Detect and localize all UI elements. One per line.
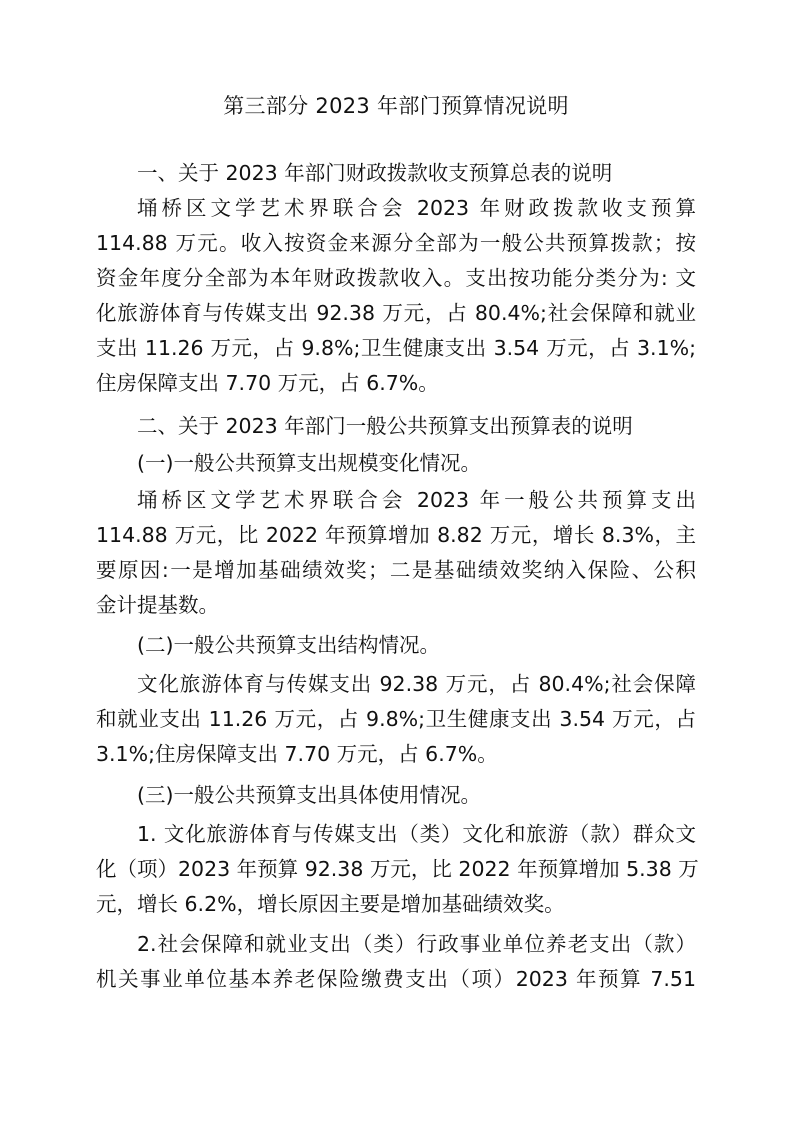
paragraph-line: 114.88 万元，比 2022 年预算增加 8.82 万元，增长 8.3%，主 [96, 523, 696, 547]
subsection-heading-3: (三)一般公共预算支出具体使用情况。 [137, 783, 481, 807]
paragraph-line: 埇桥区文学艺术界联合会 2023 年一般公共预算支出 [137, 488, 696, 512]
paragraph-line: 化（项）2023 年预算 92.38 万元，比 2022 年预算增加 5.38 万 [96, 857, 699, 881]
subsection-heading-2: (二)一般公共预算支出结构情况。 [137, 633, 440, 657]
paragraph-line: 元，增长 6.2%，增长原因主要是增加基础绩效奖。 [96, 892, 565, 916]
subsection-heading-1: (一)一般公共预算支出规模变化情况。 [137, 451, 481, 475]
section-heading-2: 二、关于 2023 年部门一般公共预算支出预算表的说明 [137, 414, 633, 438]
paragraph-line: 支出 11.26 万元，占 9.8%;卫生健康支出 3.54 万元，占 3.1%; [96, 336, 696, 360]
paragraph-line: 3.1%;住房保障支出 7.70 万元，占 6.7%。 [96, 742, 498, 766]
paragraph-line: 化旅游体育与传媒支出 92.38 万元，占 80.4%;社会保障和就业 [96, 301, 696, 325]
paragraph-line: 埇桥区文学艺术界联合会 2023 年财政拨款收支预算 [137, 196, 696, 220]
document-title: 第三部分 2023 年部门预算情况说明 [223, 94, 569, 118]
paragraph-line: 1. 文化旅游体育与传媒支出（类）文化和旅游（款）群众文 [137, 822, 696, 846]
paragraph-line: 资金年度分全部为本年财政拨款收入。支出按功能分类分为: 文 [96, 266, 696, 290]
paragraph-line: 114.88 万元。收入按资金来源分全部为一般公共预算拨款；按 [96, 231, 696, 255]
paragraph-line: 要原因:一是增加基础绩效奖；二是基础绩效奖纳入保险、公积 [96, 558, 696, 582]
paragraph-line: 2.社会保障和就业支出（类）行政事业单位养老支出（款） [137, 932, 696, 956]
section-heading-1: 一、关于 2023 年部门财政拨款收支预算总表的说明 [137, 161, 613, 185]
paragraph-line: 住房保障支出 7.70 万元，占 6.7%。 [96, 371, 439, 395]
paragraph-line: 机关事业单位基本养老保险缴费支出（项）2023 年预算 7.51 [96, 967, 696, 991]
paragraph-line: 和就业支出 11.26 万元，占 9.8%;卫生健康支出 3.54 万元，占 [96, 707, 696, 731]
paragraph-line: 文化旅游体育与传媒支出 92.38 万元，占 80.4%;社会保障 [137, 672, 696, 696]
paragraph-line: 金计提基数。 [96, 593, 219, 617]
